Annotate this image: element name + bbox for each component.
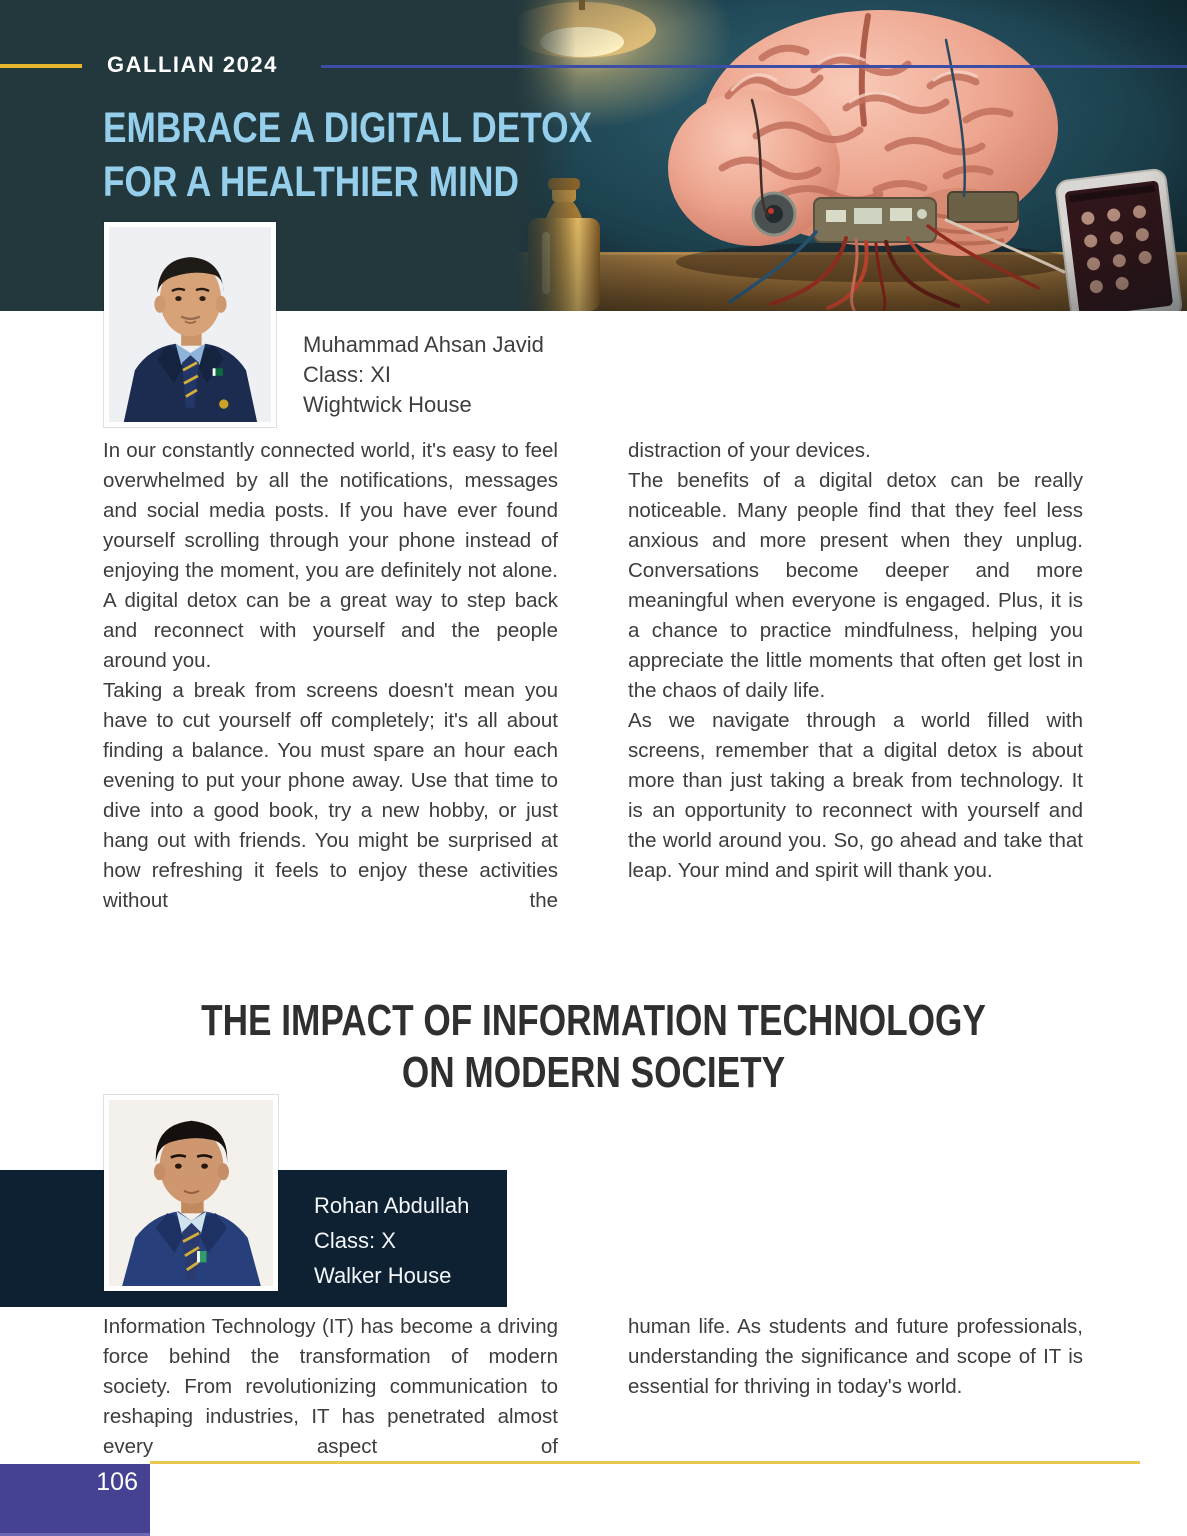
footer-gold-rule	[150, 1461, 1140, 1464]
author2-info	[314, 1188, 469, 1293]
article2-title-line1: THE IMPACT OF INFORMATION TECHNOLOGY	[201, 996, 986, 1045]
author1-house: Wightwick House	[303, 392, 472, 417]
article2-paragraph: human life. As students and future professionals, understanding the significance and scope of IT is essential for thriving in today's world.	[628, 1315, 1083, 1398]
article2-title-line2: ON MODERN SOCIETY	[401, 1048, 786, 1097]
author1-info	[303, 330, 544, 420]
article2-title	[0, 995, 1187, 1099]
author1-portrait-illustration	[109, 227, 271, 422]
article1-title-line2: FOR A HEALTHIER MIND	[103, 158, 519, 206]
article1-title-line1: EMBRACE A DIGITAL DETOX	[103, 104, 593, 152]
magazine-brand: GALLIAN 2024	[107, 52, 278, 77]
author2-name: Rohan Abdullah	[314, 1193, 470, 1218]
article1-paragraph: As we navigate through a world filled with screens, remember that a digital detox is about more than just taking a break from technology. It is an opportunity to reconnect with yourself and the world around you. So, go ahead and take that leap. Your mind and spirit will thank you.	[628, 709, 1083, 882]
author1-photo	[104, 222, 276, 427]
article1-paragraph: The benefits of a digital detox can be really noticeable. Many people find that they feel less anxious and more present when they unplug. Conversations become deeper and more meaningful when everyone is engaged. Plus, it is a chance to practice mindfulness, helping you appreciate the little moments that often get lost in the chaos of daily life.	[628, 469, 1083, 702]
author2-photo	[104, 1095, 278, 1291]
author2-portrait-illustration	[109, 1100, 273, 1286]
article1-paragraph: In our constantly connected world, it's easy to feel overwhelmed by all the notifications, messages and social media posts. If you have ever found yourself scrolling through your phone instead of enjoying the moment, you are definitely not alone. A digital detox can be a great way to step back and reconnect with yourself and the people around you.	[103, 439, 558, 672]
article1-column-left	[103, 436, 558, 916]
article1-column-right	[628, 436, 1083, 886]
article2-column-left	[103, 1312, 558, 1462]
page-number: 106	[96, 1468, 138, 1496]
author1-class: Class: XI	[303, 362, 392, 387]
article1-title	[103, 101, 699, 209]
article1-paragraph: distraction of your devices.	[628, 439, 871, 462]
author1-name: Muhammad Ahsan Javid	[303, 332, 544, 357]
header-blue-rule	[321, 65, 1187, 68]
header-gold-rule	[0, 64, 82, 68]
author2-class: Class: X	[314, 1228, 396, 1253]
author2-house: Walker House	[314, 1263, 452, 1288]
article1-paragraph: Taking a break from screens doesn't mean you have to cut yourself off completely; it's all about finding a balance. You must spare an hour each evening to put your phone away. Use that time to dive into a good book, try a new hobby, or just hang out with friends. You might be surprised at how refreshing it feels to enjoy these activities without the	[103, 679, 558, 912]
page-number-box	[0, 1464, 150, 1536]
article2-paragraph: Information Technology (IT) has become a driving force behind the transformation of modern society. From revolutionizing communication to reshaping industries, IT has penetrated almost every aspect of	[103, 1315, 558, 1458]
article2-column-right	[628, 1312, 1083, 1402]
